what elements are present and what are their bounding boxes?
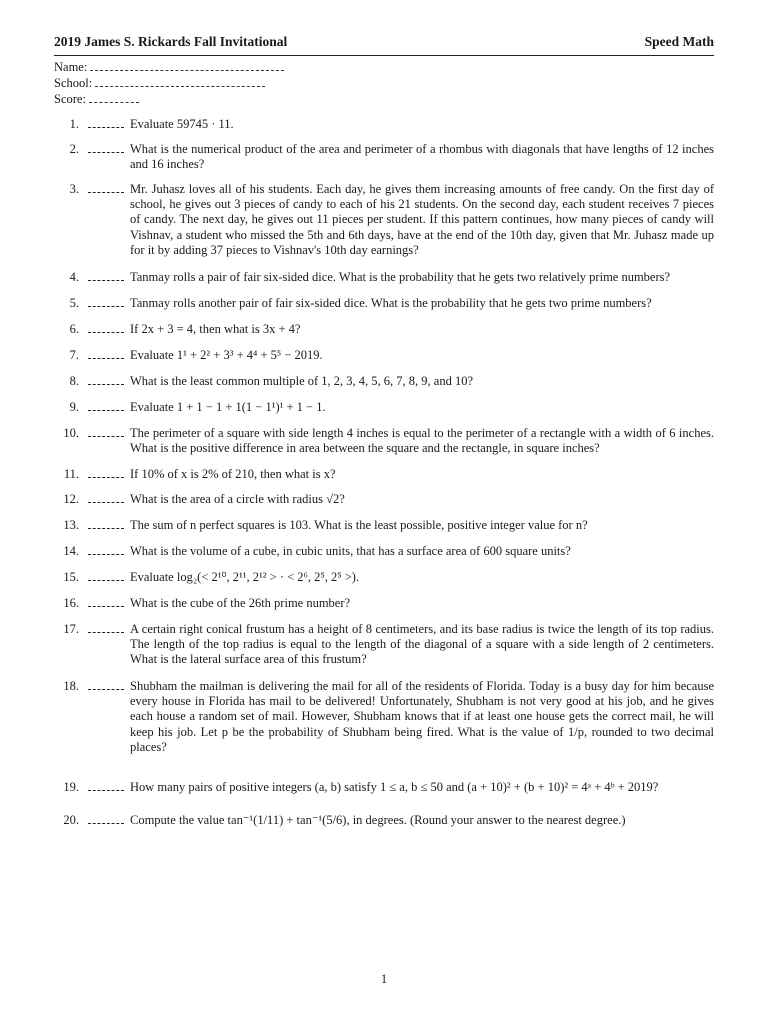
question-number: 7. xyxy=(69,348,79,362)
question-text: What is the least common multiple of 1, 2, 3, 4, 5, 6, 7, 8, 9, and 10? xyxy=(130,374,473,388)
question-text: Evaluate 1 + 1 − 1 + 1(1 − 1¹)¹ + 1 − 1. xyxy=(130,400,326,414)
question-number: 1. xyxy=(69,117,79,131)
question-text: What is the volume of a cube, in cubic units, that has a surface area of 600 square units? xyxy=(130,544,571,558)
question-text: Shubham the mailman is delivering the mail for all of the residents of Florida. Today is a busy day for him because every house in Florida has mail to be delivered! Unfortunately, Shubham is not very good at his job, and he gives each house a random set of mail. However, Shubham knows that if at least one house gets the correct mail, he will keep his job. Let p be the probability of Shubham being fired. What is the value of 1/p, rounded to two decimal places? xyxy=(130,679,714,754)
question-text: The perimeter of a square with side length 4 inches is equal to the perimeter of a rectangle with a width of 6 inches. What is the positive difference in area between the square and the rectangle, in square inches? xyxy=(130,426,714,456)
question-number: 15. xyxy=(63,570,79,584)
question-text: How many pairs of positive integers (a, b) satisfy 1 ≤ a, b ≤ 50 and (a + 10)² + (b + 10)² = 4ᵃ + 4ᵇ + 2019? xyxy=(130,780,659,794)
question-number: 9. xyxy=(69,400,79,414)
question-text: Mr. Juhasz loves all of his students. Each day, he gives them increasing amounts of free candy. On the first day of school, he gives out 3 pieces of candy to each of his 21 students. On the second day, each student receives 7 pieces of candy. The next day, he gives out 11 pieces per student. If this pattern continues, how many pieces of candy will Vishnav, a student who missed the 5th and 6th days, have at the end of the 10th day, given that Mr. Juhasz made up for it by adding 37 pieces to Vishnav's 10th day earnings? xyxy=(130,182,714,257)
answer-blank[interactable] xyxy=(88,502,124,503)
answer-blank[interactable] xyxy=(88,823,124,824)
answer-blank[interactable] xyxy=(88,528,124,529)
answer-blank[interactable] xyxy=(88,436,124,437)
question-text: Compute the value tan⁻¹(1/11) + tan⁻¹(5/6), in degrees. (Round your answer to the nearest degree.) xyxy=(130,813,626,827)
question-text: Evaluate 1¹ + 2² + 3³ + 4⁴ + 5⁵ − 2019. xyxy=(130,348,323,362)
page-number: 1 xyxy=(380,972,388,986)
answer-blank[interactable] xyxy=(88,306,124,307)
school-label: School: xyxy=(54,76,93,90)
answer-blank[interactable] xyxy=(88,192,124,193)
question-number: 3. xyxy=(69,182,79,196)
question-number: 11. xyxy=(63,467,79,481)
question-text: A certain right conical frustum has a height of 8 centimeters, and its base radius is twice the length of its top radius. The length of the top radius is equal to the length of the diagonal of a square with a side length of 2 centimeters. What is the lateral surface area of this frustum? xyxy=(130,622,714,667)
question-number: 14. xyxy=(63,544,79,558)
question-text: What is the area of a circle with radius √2? xyxy=(130,492,345,506)
question-number: 2. xyxy=(69,142,79,156)
question-number: 8. xyxy=(69,374,79,388)
answer-blank[interactable] xyxy=(88,127,124,128)
question-text: Evaluate log₂(< 2¹⁰, 2¹¹, 2¹² > · < 2⁶, 2⁵, 2⁵ >). xyxy=(130,570,360,584)
answer-blank[interactable] xyxy=(88,280,124,281)
question-text: What is the numerical product of the area and perimeter of a rhombus with diagonals that have lengths of 12 inches and 16 inches? xyxy=(130,142,714,172)
question-number: 17. xyxy=(63,622,79,636)
answer-blank[interactable] xyxy=(88,358,124,359)
answer-blank[interactable] xyxy=(88,606,124,607)
question-text: If 2x + 3 = 4, then what is 3x + 4? xyxy=(130,322,301,336)
answer-blank[interactable] xyxy=(88,477,124,478)
question-number: 20. xyxy=(63,813,79,827)
answer-blank[interactable] xyxy=(88,554,124,555)
name-label: Name: xyxy=(54,60,88,74)
answer-blank[interactable] xyxy=(88,410,124,411)
question-text: Evaluate 59745 · 11. xyxy=(130,117,234,131)
question-text: Tanmay rolls another pair of fair six-sided dice. What is the probability that he gets two prime numbers? xyxy=(130,296,652,310)
test-subject: Speed Math xyxy=(644,34,714,49)
question-text: Tanmay rolls a pair of fair six-sided dice. What is the probability that he gets two relatively prime numbers? xyxy=(130,270,671,284)
question-number: 5. xyxy=(69,296,79,310)
question-number: 19. xyxy=(63,780,79,794)
competition-title: 2019 James S. Rickards Fall Invitational xyxy=(54,34,288,49)
question-number: 4. xyxy=(69,270,79,284)
question-number: 6. xyxy=(69,322,79,336)
answer-blank[interactable] xyxy=(88,689,124,690)
question-text: What is the cube of the 26th prime number? xyxy=(130,596,351,610)
answer-blank[interactable] xyxy=(88,580,124,581)
answer-blank[interactable] xyxy=(88,384,124,385)
question-number: 10. xyxy=(63,426,79,440)
question-number: 18. xyxy=(63,679,79,693)
question-text: The sum of n perfect squares is 103. What is the least possible, positive integer value for n? xyxy=(130,518,588,532)
score-label: Score: xyxy=(54,92,86,106)
answer-blank[interactable] xyxy=(88,152,124,153)
question-text: If 10% of x is 2% of 210, then what is x? xyxy=(130,467,336,481)
answer-blank[interactable] xyxy=(88,632,124,633)
answer-blank[interactable] xyxy=(88,790,124,791)
question-number: 13. xyxy=(63,518,79,532)
answer-blank[interactable] xyxy=(88,332,124,333)
question-number: 16. xyxy=(63,596,79,610)
question-number: 12. xyxy=(63,492,79,506)
